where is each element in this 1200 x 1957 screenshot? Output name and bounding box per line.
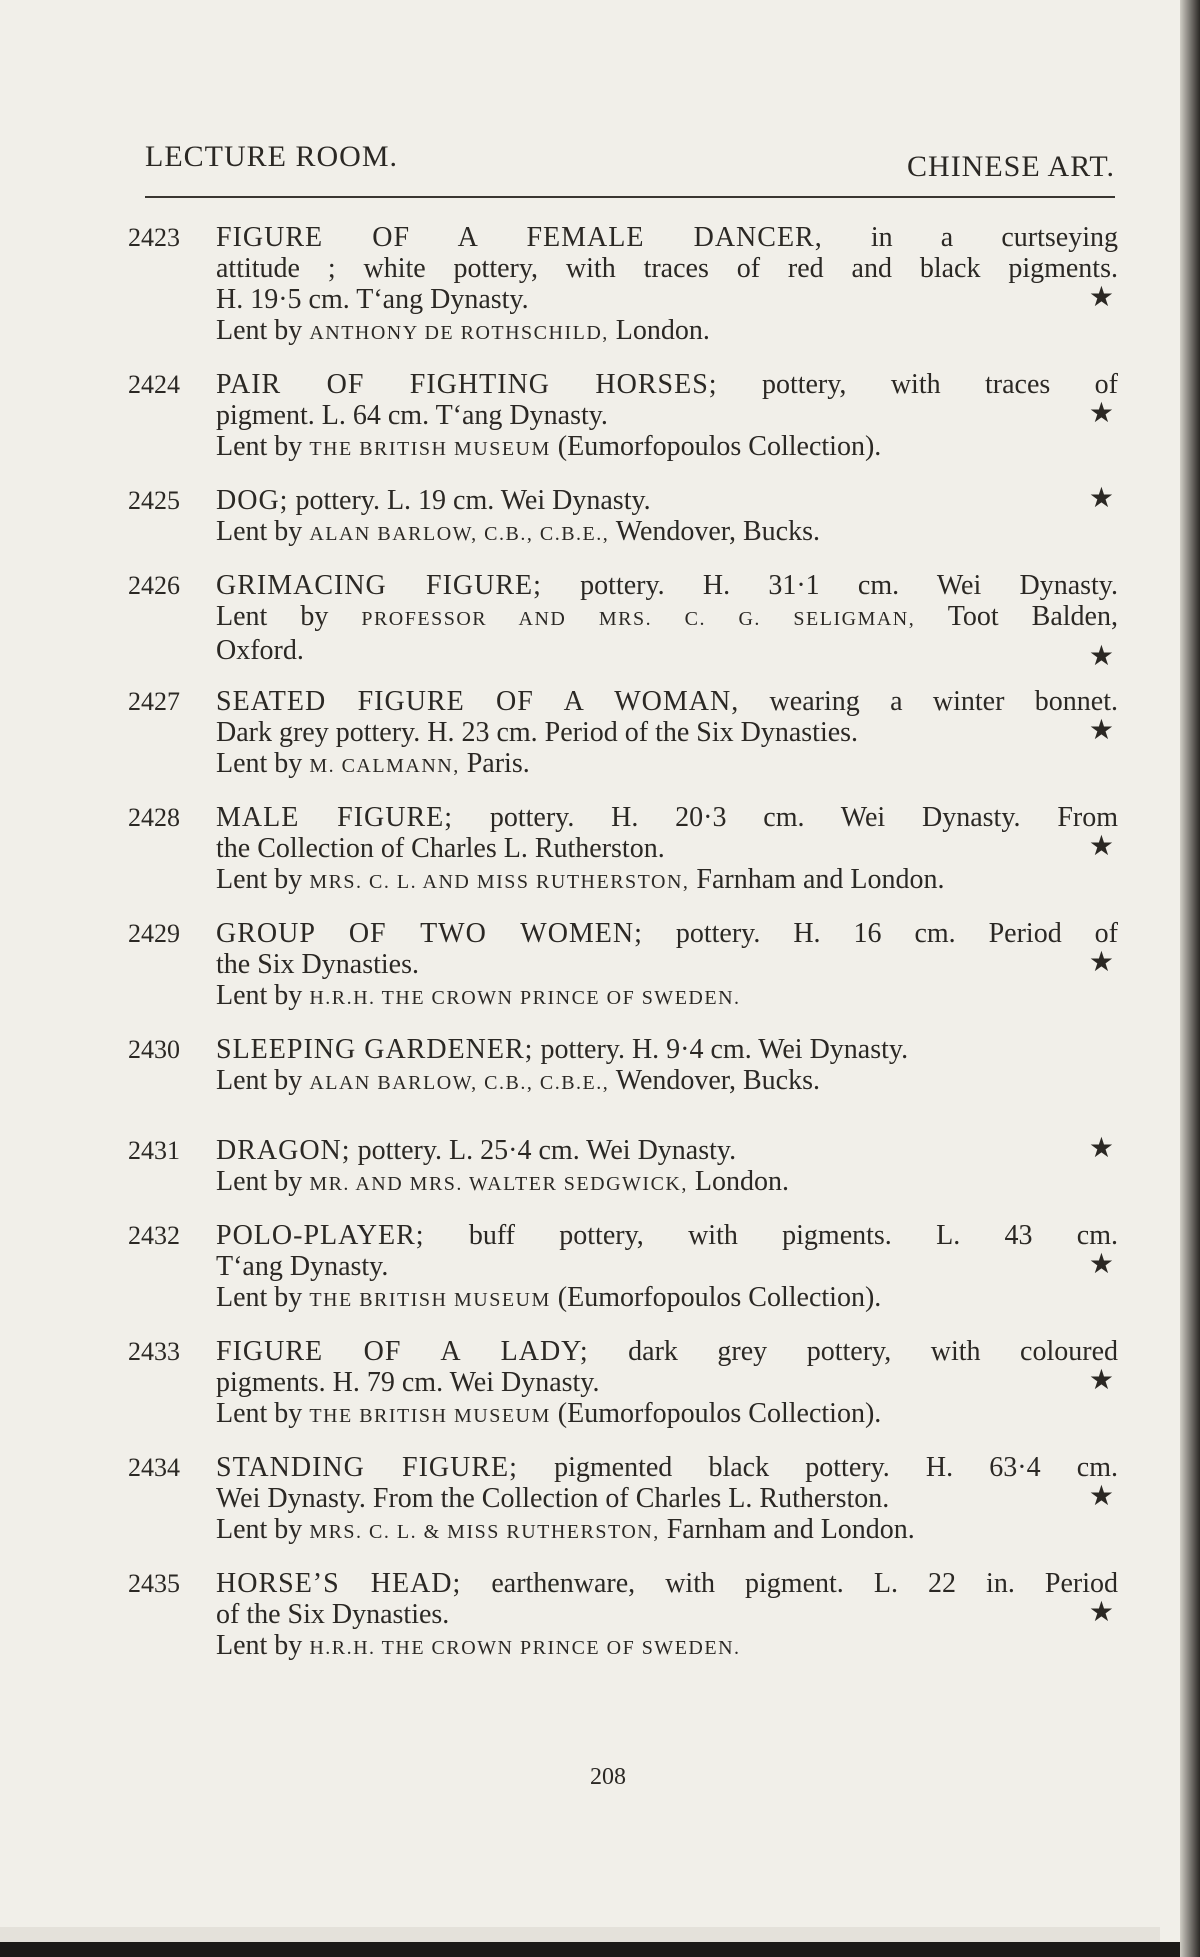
- star-icon: ★: [1088, 715, 1114, 746]
- entry-lender: Lent by MRS. C. L. & MISS RUTHERSTON, Farnham and London.: [216, 1514, 915, 1545]
- lender-location: Oxford.: [216, 635, 304, 666]
- entry-description: pigmented black pottery. H. 63·4 cm.: [517, 1452, 1119, 1483]
- star-icon: ★: [1088, 641, 1114, 672]
- catalogue-entry: [128, 222, 1118, 349]
- star-icon: ★: [1088, 947, 1114, 978]
- entry-number: 2424: [128, 370, 180, 399]
- entry-title: DRAGON;: [216, 1135, 351, 1166]
- entry-description: the Six Dynasties.: [216, 949, 419, 980]
- star-icon: ★: [1088, 1365, 1114, 1396]
- lender-name: ALAN BARLOW, C.B., C.B.E.,: [309, 523, 610, 545]
- entry-number: 2433: [128, 1337, 180, 1366]
- entry-title: FIGURE OF A FEMALE DANCER,: [216, 222, 823, 253]
- entry-description: pottery, with traces of: [717, 369, 1118, 400]
- catalogue-entry: [128, 802, 1118, 898]
- entry-description: pottery. H. 16 cm. Period of: [642, 918, 1118, 949]
- entry-description: pottery. H. 31·1 cm. Wei Dynasty.: [541, 570, 1118, 601]
- star-icon: ★: [1088, 483, 1114, 514]
- entry-lender: Lent by MR. AND MRS. WALTER SEDGWICK, London.: [216, 1166, 789, 1197]
- entry-description: earthenware, with pigment. L. 22 in. Period: [461, 1568, 1118, 1599]
- page-number: 208: [590, 1764, 626, 1790]
- lender-name: THE BRITISH MUSEUM: [309, 1405, 551, 1427]
- catalogue-entry: [128, 1336, 1118, 1432]
- header-left: LECTURE ROOM.: [145, 140, 398, 173]
- entry-lender: Lent by THE BRITISH MUSEUM (Eumorfopoulos Collection).: [216, 1398, 882, 1429]
- header-right: CHINESE ART.: [907, 150, 1115, 183]
- entry-description: buff pottery, with pigments. L. 43 cm.: [424, 1220, 1118, 1251]
- entry-number: 2425: [128, 486, 180, 515]
- entry-lender: Lent by H.R.H. THE CROWN PRINCE OF SWEDEN.: [216, 980, 741, 1011]
- entry-title: DOG;: [216, 485, 289, 516]
- entry-lender: Lent by ALAN BARLOW, C.B., C.B.E., Wendover, Bucks.: [216, 516, 821, 547]
- entry-number: 2431: [128, 1136, 180, 1165]
- star-icon: ★: [1088, 282, 1114, 313]
- entry-description: H. 19·5 cm. T‘ang Dynasty.: [216, 284, 529, 315]
- star-icon: ★: [1088, 1481, 1114, 1512]
- catalogue-entry: [128, 485, 1118, 550]
- star-icon: ★: [1088, 1597, 1114, 1628]
- catalogue-entry: [128, 1568, 1118, 1664]
- catalogue-entry: [128, 369, 1118, 465]
- entry-description: pottery. H. 20·3 cm. Wei Dynasty. From: [453, 802, 1118, 833]
- star-icon: ★: [1088, 1249, 1114, 1280]
- entry-number: 2432: [128, 1221, 180, 1250]
- entry-description: Wei Dynasty. From the Collection of Charles L. Rutherston.: [216, 1483, 890, 1514]
- catalogue-entry: [128, 686, 1118, 782]
- entry-description: in a curtseying: [822, 222, 1118, 253]
- entry-lender: Lent by ALAN BARLOW, C.B., C.B.E., Wendover, Bucks.: [216, 1065, 821, 1096]
- star-icon: ★: [1088, 831, 1114, 862]
- entry-number: 2423: [128, 223, 180, 252]
- lender-name: ALAN BARLOW, C.B., C.B.E.,: [309, 1072, 610, 1094]
- entry-number: 2435: [128, 1569, 180, 1598]
- entry-lender: Lent by MRS. C. L. AND MISS RUTHERSTON, Farnham and London.: [216, 864, 945, 895]
- entry-number: 2426: [128, 571, 180, 600]
- entry-number: 2430: [128, 1035, 180, 1064]
- entry-description: wearing a winter bonnet.: [739, 686, 1118, 717]
- lender-name: MR. AND MRS. WALTER SEDGWICK,: [309, 1173, 688, 1195]
- entry-lender: Lent by THE BRITISH MUSEUM (Eumorfopoulos Collection).: [216, 431, 882, 462]
- entry-title: SEATED FIGURE OF A WOMAN,: [216, 686, 740, 717]
- lender-name: PROFESSOR AND MRS. C. G. SELIGMAN,: [361, 608, 916, 630]
- entry-number: 2434: [128, 1453, 180, 1482]
- entry-description: Dark grey pottery. H. 23 cm. Period of the Six Dynasties.: [216, 717, 859, 748]
- catalogue-entry: [128, 1135, 1118, 1200]
- lender-name: MRS. C. L. AND MISS RUTHERSTON,: [309, 871, 690, 893]
- entry-title: STANDING FIGURE;: [216, 1452, 518, 1483]
- lender-name: M. CALMANN,: [309, 755, 460, 777]
- entry-description: the Collection of Charles L. Rutherston.: [216, 833, 665, 864]
- entry-description: pigments. H. 79 cm. Wei Dynasty.: [216, 1367, 600, 1398]
- entry-description: dark grey pottery, with coloured: [588, 1336, 1118, 1367]
- star-icon: ★: [1088, 1133, 1114, 1164]
- entry-description: attitude ; white pottery, with traces of red and black pigments.: [216, 253, 1118, 284]
- catalogue-entry: [128, 1034, 1118, 1099]
- catalogue-entry: [128, 1452, 1118, 1548]
- catalogue-entry: [128, 570, 1118, 672]
- entry-lender: Lent by THE BRITISH MUSEUM (Eumorfopoulos Collection).: [216, 1282, 882, 1313]
- entry-lender: Lent by ANTHONY DE ROTHSCHILD, London.: [216, 315, 710, 346]
- entry-lender: Lent by PROFESSOR AND MRS. C. G. SELIGMAN, Toot Balden,: [216, 601, 1118, 632]
- entry-number: 2427: [128, 687, 180, 716]
- lender-name: ANTHONY DE ROTHSCHILD,: [309, 322, 609, 344]
- entry-description: pottery. L. 25·4 cm. Wei Dynasty.: [350, 1135, 737, 1166]
- entry-title: GRIMACING FIGURE;: [216, 570, 542, 601]
- entry-title: GROUP OF TWO WOMEN;: [216, 918, 643, 949]
- book-spine: [1180, 0, 1200, 1957]
- running-header: [145, 140, 1115, 198]
- entry-description: pottery. L. 19 cm. Wei Dynasty.: [288, 485, 651, 516]
- catalogue-entry: [128, 918, 1118, 1014]
- lender-name: THE BRITISH MUSEUM: [309, 438, 551, 460]
- catalogue-entry: [128, 1220, 1118, 1316]
- entry-number: 2429: [128, 919, 180, 948]
- lender-name: H.R.H. THE CROWN PRINCE OF SWEDEN.: [309, 987, 741, 1009]
- lender-name: THE BRITISH MUSEUM: [309, 1289, 551, 1311]
- entry-description: of the Six Dynasties.: [216, 1599, 450, 1630]
- entry-title: POLO-PLAYER;: [216, 1220, 425, 1251]
- entry-description: T‘ang Dynasty.: [216, 1251, 389, 1282]
- catalogue-entries: [128, 222, 1118, 1684]
- entry-number: 2428: [128, 803, 180, 832]
- entry-lender: Lent by H.R.H. THE CROWN PRINCE OF SWEDEN.: [216, 1630, 741, 1661]
- entry-description: pottery. H. 9·4 cm. Wei Dynasty.: [533, 1034, 909, 1065]
- lender-name: H.R.H. THE CROWN PRINCE OF SWEDEN.: [309, 1637, 741, 1659]
- entry-title: PAIR OF FIGHTING HORSES;: [216, 369, 718, 400]
- star-icon: ★: [1088, 398, 1114, 429]
- entry-title: MALE FIGURE;: [216, 802, 454, 833]
- entry-title: SLEEPING GARDENER;: [216, 1034, 534, 1065]
- entry-title: FIGURE OF A LADY;: [216, 1336, 589, 1367]
- page-edge: [0, 1927, 1160, 1942]
- entry-lender: Lent by M. CALMANN, Paris.: [216, 748, 530, 779]
- lender-name: MRS. C. L. & MISS RUTHERSTON,: [309, 1521, 660, 1543]
- entry-title: HORSE’S HEAD;: [216, 1568, 462, 1599]
- entry-description: pigment. L. 64 cm. T‘ang Dynasty.: [216, 400, 608, 431]
